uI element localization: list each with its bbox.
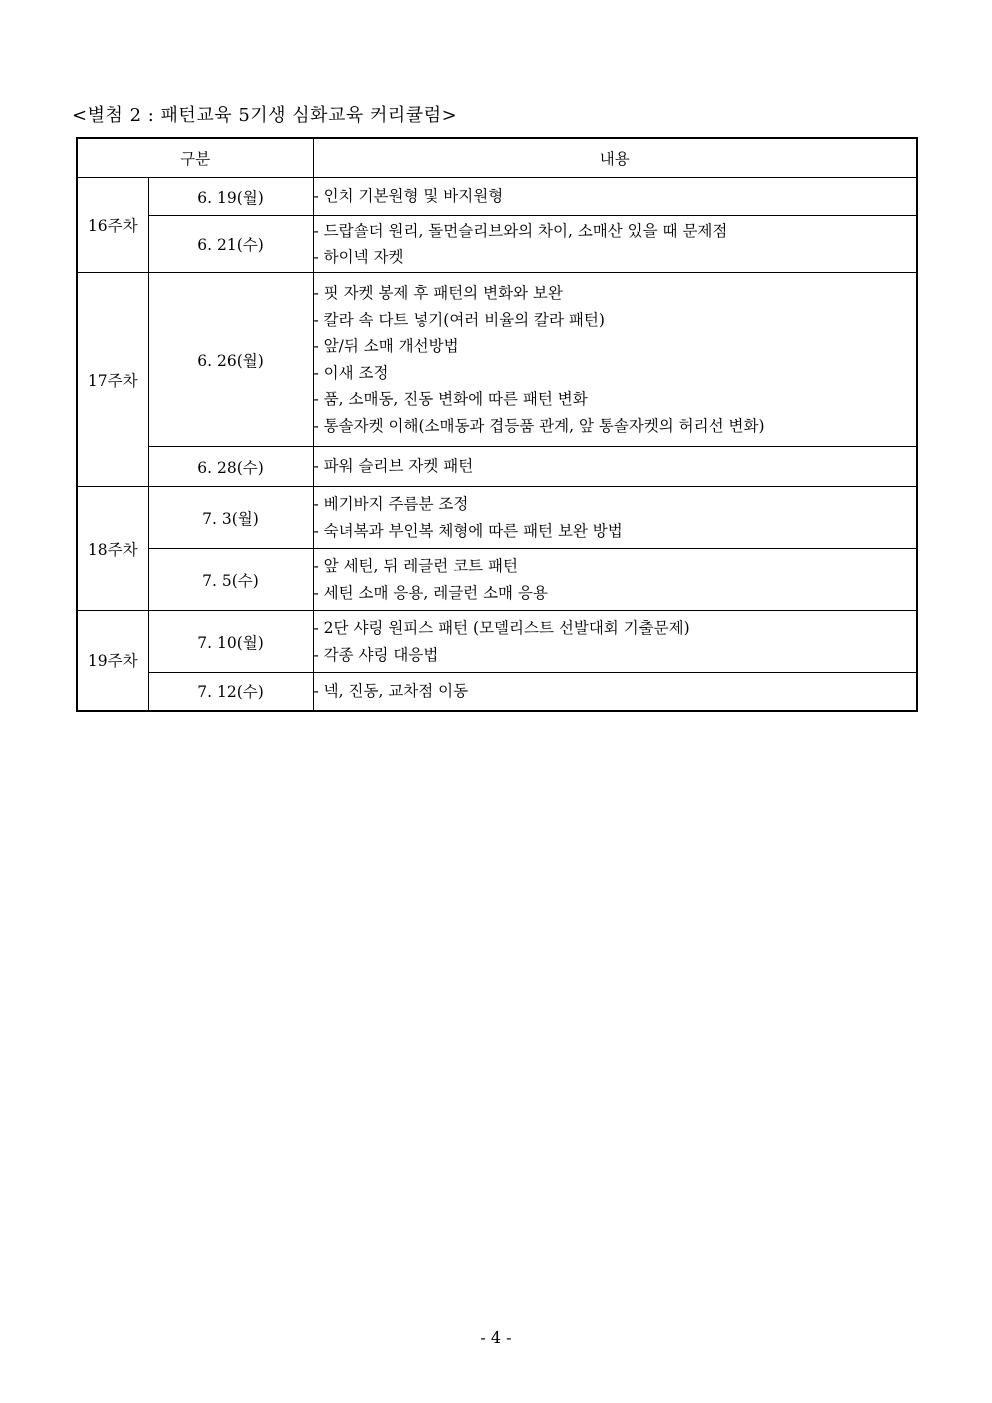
week-label: 18주차 <box>77 487 148 611</box>
week-label: 16주차 <box>77 178 148 273</box>
session-content <box>313 611 917 673</box>
session-date: 6. 19(월) <box>148 178 313 216</box>
session-content <box>313 487 917 549</box>
content-item: - 이새 조정 <box>313 363 389 382</box>
page-number: - 4 - <box>480 1328 512 1347</box>
content-item: - 드랍숄더 원리, 돌먼슬리브와의 차이, 소매산 있을 때 문제점 <box>313 221 728 240</box>
session-date: 7. 12(수) <box>148 673 313 711</box>
table-row <box>77 673 917 711</box>
table-row <box>77 487 917 549</box>
session-content <box>313 549 917 611</box>
session-content <box>313 273 917 447</box>
content-item: - 통솔자켓 이해(소매동과 겹등품 관계, 앞 통솔자켓의 허리선 변화) <box>313 416 765 435</box>
curriculum-table <box>76 137 918 712</box>
content-item: - 인치 기본원형 및 바지원형 <box>313 187 504 206</box>
content-item: - 앞 세틴, 뒤 레글런 코트 패턴 <box>313 557 518 575</box>
content-item: - 2단 샤링 원피스 패턴 (모델리스트 선발대회 기출문제) <box>313 619 690 637</box>
document-title: <별첨 2 : 패턴교육 5기생 심화교육 커리큘럼> <box>72 105 458 126</box>
session-content <box>313 216 917 273</box>
session-date: 7. 5(수) <box>148 549 313 611</box>
content-item: - 베기바지 주름분 조정 <box>313 495 469 513</box>
session-date: 7. 10(월) <box>148 611 313 673</box>
content-item: - 넥, 진동, 교차점 이동 <box>313 682 469 700</box>
table-row <box>77 216 917 273</box>
content-item: - 각종 샤링 대응법 <box>313 645 439 664</box>
session-date: 6. 21(수) <box>148 216 313 273</box>
table-row <box>77 273 917 447</box>
session-content <box>313 178 917 216</box>
session-content <box>313 447 917 487</box>
session-content <box>313 673 917 711</box>
content-item: - 칼라 속 다트 넣기(여러 비율의 칼라 패턴) <box>313 310 605 329</box>
header-category: 구분 <box>77 138 313 178</box>
content-item: - 하이넥 자켓 <box>313 248 404 266</box>
session-date: 6. 28(수) <box>148 447 313 487</box>
table-header-row <box>77 138 917 178</box>
table-row <box>77 549 917 611</box>
week-label: 17주차 <box>77 273 148 487</box>
content-item: - 핏 자켓 봉제 후 패턴의 변화와 보완 <box>313 284 563 302</box>
content-item: - 숙녀복과 부인복 체형에 따른 패턴 보완 방법 <box>313 521 623 540</box>
header-content: 내용 <box>313 138 917 178</box>
table-row <box>77 178 917 216</box>
table-row <box>77 447 917 487</box>
content-item: - 품, 소매동, 진동 변화에 따른 패턴 변화 <box>313 390 588 408</box>
session-date: 6. 26(월) <box>148 273 313 447</box>
session-date: 7. 3(월) <box>148 487 313 549</box>
content-item: - 파워 슬리브 자켓 패턴 <box>313 457 474 476</box>
table-row <box>77 611 917 673</box>
week-label: 19주차 <box>77 611 148 711</box>
content-item: - 세틴 소매 응용, 레글런 소매 응용 <box>313 583 548 602</box>
content-item: - 앞/뒤 소매 개선방법 <box>313 337 459 355</box>
